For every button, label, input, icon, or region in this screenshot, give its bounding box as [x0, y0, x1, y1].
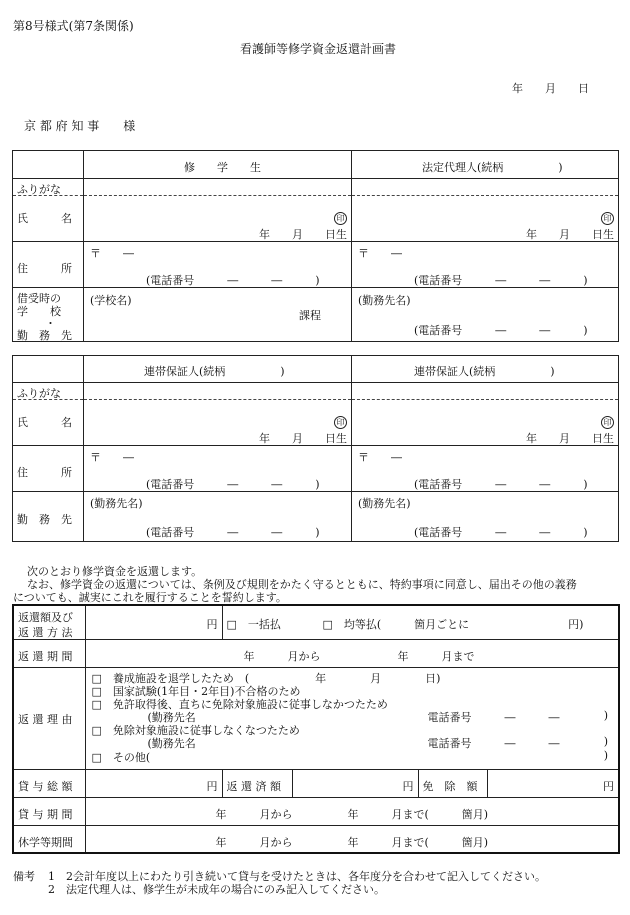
loan-total-label: 貸 与 総 額: [18, 779, 73, 793]
loan-period-label: 貸 与 期 間: [18, 807, 73, 821]
surety2-name-field[interactable]: [352, 400, 619, 446]
guardian-header: 法定代理人(続柄 ): [422, 161, 563, 174]
student-birthdate[interactable]: 年 月 日生: [259, 228, 347, 241]
guardian-birthdate[interactable]: 年 月 日生: [526, 228, 614, 241]
surety1-birthdate[interactable]: 年 月 日生: [259, 432, 347, 445]
period-label: 返 還 期 間: [18, 649, 73, 663]
furigana-label: ふりがな: [17, 387, 61, 400]
repay-amount-field[interactable]: [85, 605, 222, 639]
lump-sum-checkbox[interactable]: □ 一括払: [226, 618, 281, 631]
pledge-line-1: 次のとおり修学資金を返還します。: [27, 565, 203, 578]
surety-table: [12, 355, 619, 542]
reason-not-employed-checkbox[interactable]: □ 免許取得後、直ちに免除対象施設に従事しなかつたため: [91, 697, 388, 711]
remarks-label: 備考: [13, 870, 35, 883]
guardian-workplace-field[interactable]: [352, 288, 619, 342]
phone-number[interactable]: (電話番号 ― ― ): [414, 478, 588, 491]
addressee: 京 都 府 知 事 様: [24, 119, 136, 133]
leave-period-field[interactable]: [85, 825, 619, 853]
pledge-line-2: なお、修学資金の返還については、条例及び規則をかたく守るとともに、特約事項に同意し、届出その他の義務: [27, 578, 577, 591]
address-label: 住 所: [17, 262, 72, 275]
installment-checkbox[interactable]: □ 均等払( 箇月ごとに 円): [322, 618, 584, 631]
surety1-name-field[interactable]: [84, 400, 352, 446]
workplace-name-2[interactable]: (勤務先名: [147, 736, 196, 750]
phone-number[interactable]: (電話番号 ― ― ): [146, 478, 320, 491]
address-label: 住 所: [17, 466, 72, 479]
name-label: 氏 名: [17, 212, 72, 225]
exempt-label: 免 除 額: [422, 779, 478, 793]
guardian-furigana-field[interactable]: [352, 179, 619, 196]
surety2-birthdate[interactable]: 年 月 日生: [526, 432, 614, 445]
reason-stopped-checkbox[interactable]: □ 免除対象施設に従事しなくなつたため: [91, 723, 300, 737]
yen-unit: 円: [206, 779, 218, 793]
exempt-field[interactable]: [487, 769, 619, 797]
surety1-furigana-field[interactable]: [84, 383, 352, 400]
student-address-field[interactable]: [84, 242, 352, 288]
phone-label-1[interactable]: 電話番号 ― ―: [427, 710, 560, 724]
leave-period-label: 休学等期間: [18, 835, 73, 849]
school-field[interactable]: [84, 288, 352, 342]
loan-period-value[interactable]: 年 月から 年 月まで( 箇月): [215, 807, 489, 821]
workplace-name-1[interactable]: (勤務先名: [147, 710, 196, 724]
surety2-furigana-field[interactable]: [352, 383, 619, 400]
repayment-table: [12, 604, 620, 854]
phone-number[interactable]: (電話番号 ― ― ): [146, 526, 320, 539]
school-label: 学 校: [17, 305, 61, 318]
course-label: 課程: [299, 309, 321, 322]
postal-mark: 〒 ―: [90, 451, 134, 464]
remark-2: 2 法定代理人は、修学生が未成年の場合にのみ記入してください。: [48, 883, 385, 896]
student-header: 修 学 生: [184, 161, 261, 174]
close-paren: ): [603, 708, 608, 722]
surety2-address-field[interactable]: [352, 446, 619, 492]
seal-icon: 印: [334, 212, 347, 225]
seal-icon: 印: [601, 416, 614, 429]
name-label: 氏 名: [17, 416, 72, 429]
leave-period-value[interactable]: 年 月から 年 月まで( 箇月): [215, 835, 489, 849]
workplace-label: (勤務先名): [90, 497, 143, 510]
workplace-label: (勤務先名): [358, 294, 411, 307]
surety1-address-field[interactable]: [84, 446, 352, 492]
surety-header-1: 連帯保証人(続柄 ): [144, 365, 285, 378]
phone-number[interactable]: (電話番号 ― ― ): [414, 526, 588, 539]
repay-period-field[interactable]: [85, 639, 619, 667]
seal-icon: 印: [334, 416, 347, 429]
surety-header-2: 連帯保証人(続柄 ): [414, 365, 555, 378]
repaid-field[interactable]: [292, 769, 418, 797]
yen-unit: 円: [603, 779, 614, 793]
phone-number[interactable]: (電話番号 ― ― ): [146, 274, 320, 287]
student-name-field[interactable]: [84, 196, 352, 242]
postal-mark: 〒 ―: [358, 451, 402, 464]
phone-label-2[interactable]: 電話番号 ― ―: [427, 736, 560, 750]
close-paren: ): [603, 748, 608, 762]
loan-period-field[interactable]: [85, 797, 619, 825]
student-guardian-table: [12, 150, 619, 342]
remark-1: 1 2会計年度以上にわたり引き続いて貸与を受けたときは、各年度分を合わせて記入してください。: [48, 870, 546, 883]
amount-label: 返還額及び: [18, 611, 73, 624]
postal-mark: 〒 ―: [358, 247, 402, 260]
guardian-name-field[interactable]: [352, 196, 619, 242]
school-label: 借受時の: [17, 292, 61, 305]
reason-field[interactable]: [85, 667, 619, 769]
date-line[interactable]: 年 月 日: [512, 82, 589, 95]
school-label: 勤 務 先: [17, 329, 72, 342]
phone-number[interactable]: (電話番号 ― ― ): [414, 324, 588, 337]
amount-label: 返 還 方 法: [18, 626, 73, 639]
guardian-address-field[interactable]: [352, 242, 619, 288]
seal-icon: 印: [601, 212, 614, 225]
reason-withdrawal-checkbox[interactable]: □ 養成施設を退学したため ( 年 月 日): [91, 671, 441, 685]
reason-exam-checkbox[interactable]: □ 国家試験(1年目・2年目)不合格のため: [91, 684, 301, 698]
furigana-label: ふりがな: [17, 183, 61, 196]
workplace-row-label: 勤 務 先: [17, 513, 72, 526]
period-value[interactable]: 年 月から 年 月まで: [243, 649, 475, 663]
workplace-label: (勤務先名): [358, 497, 411, 510]
reason-other-checkbox[interactable]: □ その他(: [91, 750, 151, 764]
yen-unit: 円: [206, 618, 218, 631]
school-label: ・: [45, 317, 56, 330]
page-title: 看護師等修学資金返還計画書: [240, 42, 397, 56]
phone-number[interactable]: (電話番号 ― ― ): [414, 274, 588, 287]
yen-unit: 円: [402, 779, 414, 793]
form-number: 第8号様式(第7条関係): [13, 19, 134, 33]
surety1-workplace-field[interactable]: [84, 492, 352, 542]
school-name-label: (学校名): [90, 294, 132, 307]
pledge-line-3: についても、誠実にこれを履行することを誓約します。: [13, 591, 287, 604]
reason-label: 返 還 理 由: [18, 712, 73, 726]
repaid-label: 返 還 済 額: [226, 779, 281, 793]
postal-mark: 〒 ―: [90, 247, 134, 260]
surety2-workplace-field[interactable]: [352, 492, 619, 542]
student-furigana-field[interactable]: [84, 179, 352, 196]
loan-total-field[interactable]: [85, 769, 222, 797]
close-paren: ): [603, 734, 608, 748]
